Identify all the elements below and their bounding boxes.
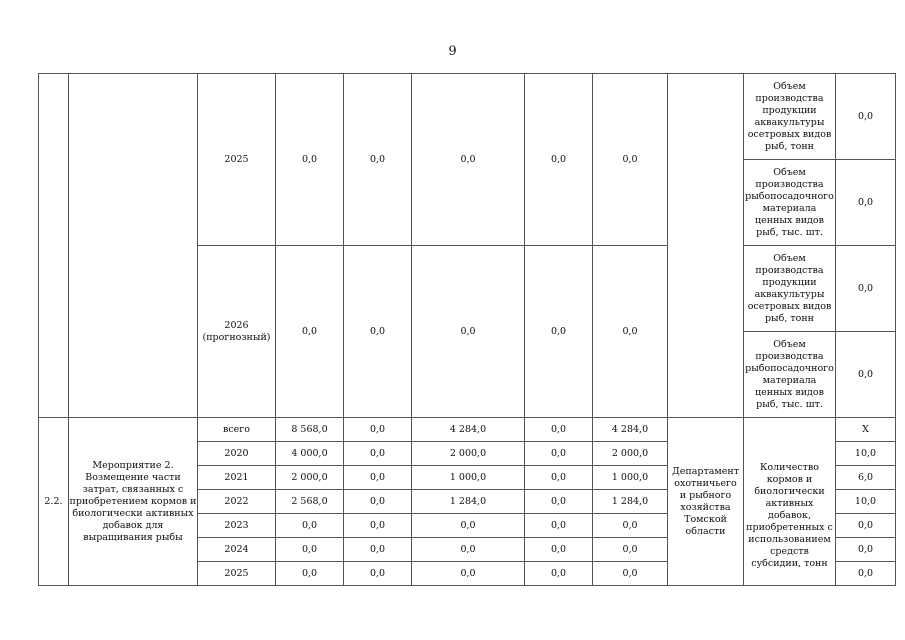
year-cell: 2025 <box>198 74 276 246</box>
value-cell: 0,0 <box>412 246 525 418</box>
value-cell: 0,0 <box>525 490 593 514</box>
value-cell: 0,0 <box>412 74 525 246</box>
value-cell: 0,0 <box>276 246 344 418</box>
value-cell: 0,0 <box>276 562 344 586</box>
value-cell: 0,0 <box>593 538 668 562</box>
value-cell: 0,0 <box>344 514 412 538</box>
value-cell: 1 284,0 <box>412 490 525 514</box>
value-cell: 0,0 <box>344 490 412 514</box>
indicator-value: 0,0 <box>836 160 896 246</box>
value-cell: 0,0 <box>593 246 668 418</box>
value-cell: 0,0 <box>344 442 412 466</box>
indicator-value: 0,0 <box>836 332 896 418</box>
value-cell: 4 000,0 <box>276 442 344 466</box>
indicator-value: 10,0 <box>836 442 896 466</box>
indicator-value: 10,0 <box>836 490 896 514</box>
indicator-value: 0,0 <box>836 246 896 332</box>
value-cell: 8 568,0 <box>276 418 344 442</box>
value-cell: 0,0 <box>593 514 668 538</box>
measure-cell-empty <box>69 74 198 418</box>
executor-cell-empty <box>668 74 744 418</box>
value-cell: 0,0 <box>344 246 412 418</box>
year-cell: 2022 <box>198 490 276 514</box>
indicator-value: 0,0 <box>836 74 896 160</box>
value-cell: 1 000,0 <box>412 466 525 490</box>
indicator-name: Объем производства рыбопосадочного материала ценных видов рыб, тыс. шт. <box>744 160 836 246</box>
indicator-name: Объем производства продукции аквакультуры осетровых видов рыб, тонн <box>744 246 836 332</box>
value-cell: 0,0 <box>525 562 593 586</box>
program-table <box>38 73 896 586</box>
year-cell: 2026 (прогнозный) <box>198 246 276 418</box>
value-cell: 0,0 <box>276 74 344 246</box>
value-cell: 0,0 <box>593 562 668 586</box>
year-cell: всего <box>198 418 276 442</box>
measure-number: 2.2. <box>39 418 69 586</box>
value-cell: 0,0 <box>525 418 593 442</box>
indicator-value: 6,0 <box>836 466 896 490</box>
value-cell: 1 000,0 <box>593 466 668 490</box>
year-cell: 2025 <box>198 562 276 586</box>
value-cell: 0,0 <box>344 538 412 562</box>
value-cell: 0,0 <box>276 538 344 562</box>
value-cell: 0,0 <box>412 562 525 586</box>
indicator-name: Количество кормов и биологически активных добавок, приобретенных с использованием средств субсидии, тонн <box>744 418 836 586</box>
indicator-value: 0,0 <box>836 562 896 586</box>
value-cell: 1 284,0 <box>593 490 668 514</box>
indicator-name: Объем производства рыбопосадочного материала ценных видов рыб, тыс. шт. <box>744 332 836 418</box>
indicator-value: 0,0 <box>836 538 896 562</box>
year-cell: 2020 <box>198 442 276 466</box>
measure-title: Мероприятие 2. Возмещение части затрат, связанных с приобретением кормов и биологически активных добавок для выращивания рыбы <box>69 418 198 586</box>
value-cell: 0,0 <box>525 246 593 418</box>
value-cell: 0,0 <box>593 74 668 246</box>
year-cell: 2021 <box>198 466 276 490</box>
value-cell: 0,0 <box>276 514 344 538</box>
page-number: 9 <box>448 44 457 59</box>
table-row <box>39 74 896 160</box>
value-cell: 0,0 <box>525 74 593 246</box>
value-cell: 2 568,0 <box>276 490 344 514</box>
year-cell: 2024 <box>198 538 276 562</box>
value-cell: 0,0 <box>344 562 412 586</box>
table-row <box>39 418 896 442</box>
indicator-value: Х <box>836 418 896 442</box>
value-cell: 4 284,0 <box>412 418 525 442</box>
value-cell: 2 000,0 <box>276 466 344 490</box>
value-cell: 0,0 <box>525 442 593 466</box>
value-cell: 0,0 <box>525 538 593 562</box>
value-cell: 0,0 <box>344 466 412 490</box>
value-cell: 4 284,0 <box>593 418 668 442</box>
indicator-value: 0,0 <box>836 514 896 538</box>
value-cell: 0,0 <box>525 514 593 538</box>
value-cell: 0,0 <box>412 514 525 538</box>
number-cell-empty <box>39 74 69 418</box>
executor-cell: Департамент охотничьего и рыбного хозяйства Томской области <box>668 418 744 586</box>
value-cell: 0,0 <box>412 538 525 562</box>
value-cell: 0,0 <box>344 418 412 442</box>
indicator-name: Объем производства продукции аквакультуры осетровых видов рыб, тонн <box>744 74 836 160</box>
value-cell: 2 000,0 <box>593 442 668 466</box>
year-cell: 2023 <box>198 514 276 538</box>
value-cell: 2 000,0 <box>412 442 525 466</box>
value-cell: 0,0 <box>525 466 593 490</box>
value-cell: 0,0 <box>344 74 412 246</box>
